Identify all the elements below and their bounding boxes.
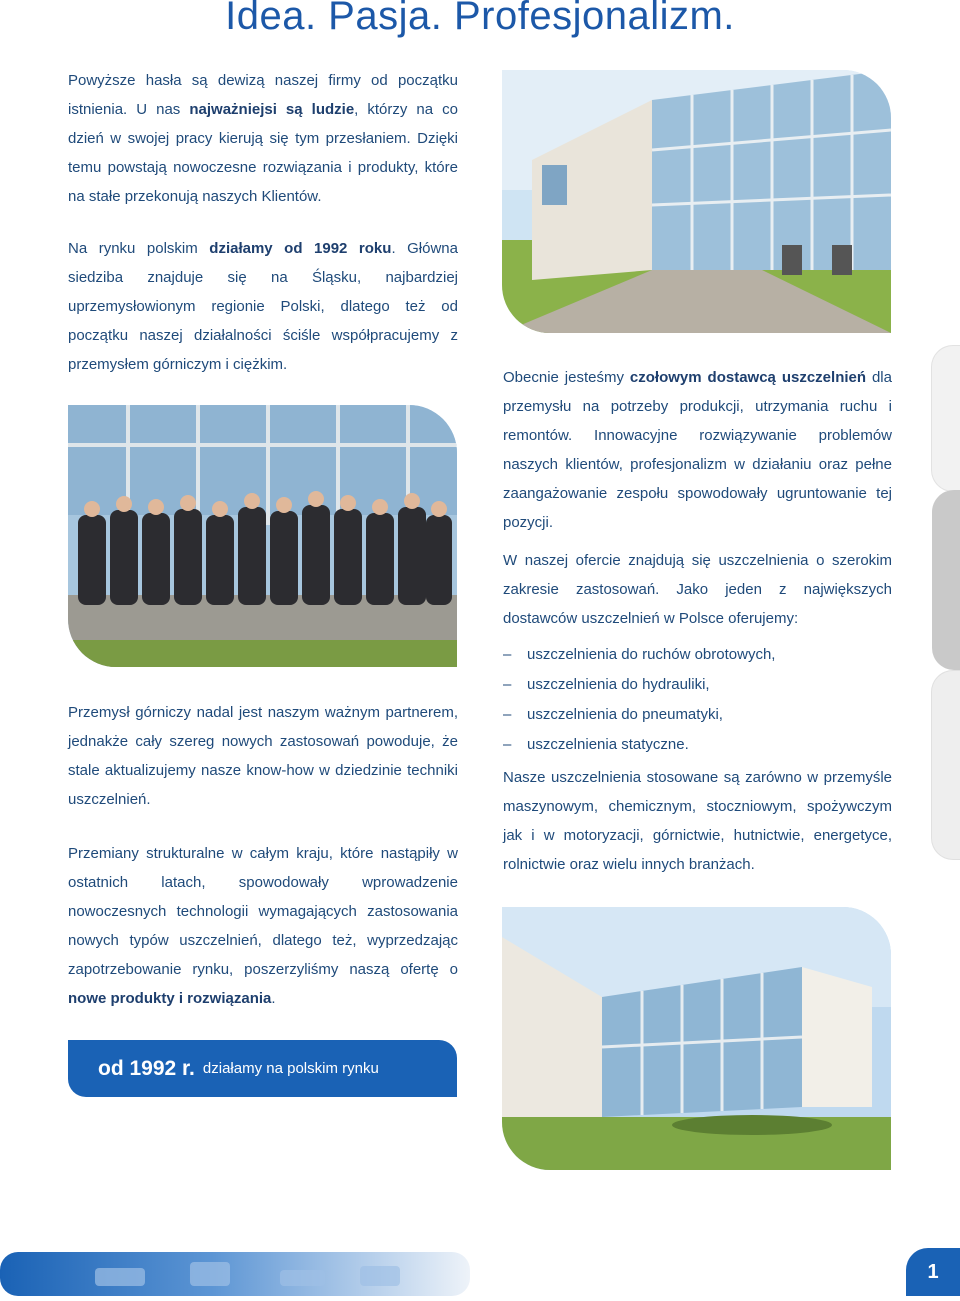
page-title: Idea. Pasja. Profesjonalizm.: [225, 0, 735, 38]
side-tab-lower: [931, 670, 960, 860]
list-item: – uszczelnienia do pneumatyki,: [503, 706, 723, 723]
side-tab-light: [931, 345, 960, 492]
page-number: 1: [906, 1248, 960, 1296]
intro-paragraph: Powyższe hasła są dewizą naszej firmy od początku istnienia. U nas najważniejsi są ludzie, którzy na co dzień w swojej pracy kierują się tym przesłaniem. Dzięki temu powstają nowoczesne rozwiązania i produkty, które na stałe przekonują naszych Klientów.: [68, 72, 458, 205]
mining-paragraph: Przemysł górniczy nadal jest naszym ważnym partnerem, jednakże cały szereg nowych zastosowań powoduje, że stale aktualizujemy nasze know-how w dziedzinie techniki uszczelnień.: [68, 704, 458, 808]
history-paragraph: Na rynku polskim działamy od 1992 roku. Główna siedziba znajduje się na Śląsku, najbardziej uprzemysłowionym regionie Polski, dlatego też od początku naszej działalności ściśle współpracujemy z przemysłem górniczym i ciężkim.: [68, 240, 458, 373]
banner-text: działamy na polskim rynku: [202, 1060, 379, 1077]
team-photo: [68, 405, 457, 667]
position-paragraph: Obecnie jesteśmy czołowym dostawcą uszczelnień dla przemysłu na potrzeby produkcji, utrzymania ruchu i remontów. Innowacyjne rozwiązywanie problemów naszych klientów, profesjonalizm w działaniu oraz pełne zaangażowanie zespołu spowodowały ugruntowanie tej pozycji.: [503, 369, 892, 531]
building-photo-bottom: [502, 907, 891, 1170]
list-item: – uszczelnienia do ruchów obrotowych,: [503, 646, 776, 663]
industries-paragraph: Nasze uszczelnienia stosowane są zarówno w przemyśle maszynowym, chemicznym, stoczniowym, spożywczym jak i w motoryzacji, górnictwie, hutnictwie, energetyce, rolnictwie oraz wielu innych branżach.: [503, 769, 892, 873]
building-photo-top: [502, 70, 891, 333]
list-item: – uszczelnienia statyczne.: [503, 736, 689, 753]
product-list: [503, 640, 893, 760]
list-item: – uszczelnienia do hydrauliki,: [503, 676, 710, 693]
banner-year: od 1992 r.: [98, 1056, 195, 1080]
since-1992-banner: [68, 1040, 457, 1097]
changes-paragraph: Przemiany strukturalne w całym kraju, które nastąpiły w ostatnich latach, spowodowały wprowadzenie nowoczesnych technologii wymagających zastosowania nowych typów uszczelnień, dlatego też, wyprzedzając zapotrzebowanie rynku, poszerzyliśmy naszą ofertę o nowe produkty i rozwiązania.: [68, 845, 458, 1007]
machinery-strip: [0, 1248, 960, 1296]
side-tab-active: [932, 490, 960, 670]
offer-paragraph: W naszej ofercie znajdują się uszczelnienia o szerokim zakresie zastosowań. Jako jeden z największych dostawców uszczelnień w Polsce oferujemy:: [503, 552, 892, 627]
